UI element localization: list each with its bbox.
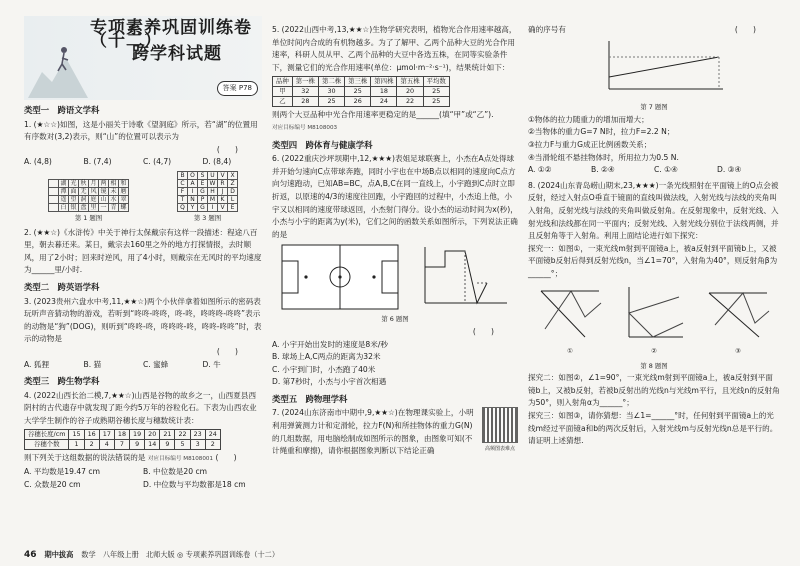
option: B. 球场上A,C两点的距离为32米 [272,352,381,362]
table-cell: 平均数 [423,77,449,87]
table-cell: 22 [175,430,190,440]
grid-cell: J [218,187,228,195]
options-q1 [24,156,262,169]
grid-cell: B [178,171,188,179]
table-cell: 24 [371,97,397,107]
grid-cell: 潭 [60,187,67,195]
grid-cell: H [208,187,218,195]
question-6: 6. (2022重庆沙坪坝期中,12,★★★)表姐足球联赛上，小杰在A点处得球并开始匀速向C点带球奔跑，同时小宇也在中场B点以相同的速度向C点方向匀速跑动，已知AB=BC，点A,B,C在同一直线上，小宇跑到C点时立即折返，以原速的4/3的速度往回跑，小宇跑回的过程中，小杰追上他，小宇又以相同的速度带球返回，小杰射门得分。设小杰的运动时间为x(秒)，小杰与小宇的距离为y(米)，它们之间的函数关系如图所示，下列说法正确的是 [272,154,518,239]
page-footer [24,550,279,560]
figure-label: ② [651,347,657,356]
option: C. (4,7) [143,157,172,167]
grid-cell: Q [178,203,188,211]
question-5-tail: 则两个大豆品种中光合作用速率更稳定的是______(填“甲”或“乙”). [272,110,494,120]
climber-illustration [28,38,88,98]
statement: ②当物体的重力G=7 N时，拉力F=2.2 N； [528,127,675,137]
option: D. 中位数与平均数都是18 cm [143,479,246,489]
option: B. 猫 [83,359,102,369]
option: C. 小宇到门时，小杰跑了40米 [272,364,376,374]
table-cell: 9 [130,440,145,450]
grid-cell [49,187,59,195]
table-row [273,87,450,97]
grid-cell: D [228,187,238,195]
table-cell: 25 [345,87,371,97]
grid-cell: U [208,171,218,179]
table-cell: 第一株 [292,77,318,87]
poem-grid [48,179,129,212]
grid-cell: Z [228,179,238,187]
grid-cell: M [208,195,218,203]
target-code-note: 对应目标编号 M8108003 [272,124,338,131]
grid-cell: 镜 [100,187,107,195]
table-cell: 21 [160,430,175,440]
table-cell: 17 [99,430,114,440]
table-cell: 2 [205,440,220,450]
figure-1-caption: 第 1 题图 [74,213,103,222]
table-cell: 16 [84,430,99,440]
grid-cell: 银 [70,203,77,211]
distance-time-graph [415,243,511,311]
grid-cell: N [188,195,198,203]
millet-table [24,429,221,450]
grid-cell: S [198,171,208,179]
grid-cell: E [228,203,238,211]
grid-cell [49,195,59,203]
table-cell: 甲 [273,87,293,97]
figure-6 [272,243,518,311]
figure-3 [177,171,238,225]
grid-cell: V [218,171,228,179]
explore-2: 探究二：如图②，∠1=90°，一束光线m射到平面镜a上，被a反射到平面镜b上，又被b反射，若被b反射出的光线n与光线m平行，且光线n的反射角为50°，则入射角α为______°； [528,373,780,408]
grid-cell: 螺 [120,203,127,211]
table-cell: 25 [423,87,449,97]
grid-cell: F [178,187,188,195]
table-cell: 18 [114,430,129,440]
figure-6-caption: 第 6 题图 [381,315,409,324]
table-cell: 30 [318,87,344,97]
grid-row [178,187,238,195]
section-heading-4: 类型四 跨体育与健康学科 [272,139,373,150]
column-middle [272,0,518,538]
statement: ③拉力F与重力G成正比例函数关系； [528,139,652,149]
option: A. (4,8) [24,157,52,167]
section-heading-5: 类型五 跨物理学科 [272,393,348,404]
table-cell: 谷穗个数 [25,440,69,450]
grid-cell: G [198,203,208,211]
grid-cell: 磨 [120,187,127,195]
answer-paren-3: ( ) [216,346,238,356]
grid-cell: 湖 [60,179,67,187]
grid-row [178,179,238,187]
table-cell: 2 [84,440,99,450]
question-7-tail [528,24,780,37]
q7-tail-text: 确的序号有 [528,25,566,34]
table-row [25,430,221,440]
table-cell: 20 [397,87,423,97]
option: D. (8,4) [202,157,232,167]
question-7-block [272,407,518,457]
figure-1 [48,179,129,225]
grid-row [178,203,238,211]
option: D. ③④ [717,165,742,175]
figure-7 [528,37,780,114]
table-cell: 25 [423,97,449,107]
grid-cell: P [198,195,208,203]
options-q7 [528,164,780,177]
figure-label: ① [567,347,573,356]
target-code-note: 对应目标编号 M8108001 [147,456,214,463]
explore-3: 探究三：如图③，请你猜想：当∠1=______°时，任何射到平面镜a上的光线m经过平面镜a和b的两次反射后，入射光线m与反射光线n总是平行的。请证明上述猜想. [528,411,778,446]
table-cell: 24 [205,430,220,440]
table-row [273,77,450,87]
grid-row [49,195,129,203]
grid-cell: 盘 [80,203,87,211]
title-line2: 跨学科试题 [132,44,222,64]
figure-label: ③ [735,347,741,356]
figures-row-1 [24,171,262,225]
table-cell: 品种 [273,77,293,87]
mirror-diagram-2 [619,283,689,358]
brand-label: 期中拔高 [44,550,74,559]
mirror-sketch-3 [703,283,773,341]
option: D. 牛 [202,359,221,369]
grid-cell: I [188,187,198,195]
grid-cell: 和 [120,179,127,187]
soccer-field-diagram [280,243,400,311]
table-row [25,440,221,450]
options-q6 [272,339,518,389]
grid-cell: G [198,187,208,195]
explore-1: 探究一：如图①，一束光线m射到平面镜a上，被a反射到平面镜b上，又被平面镜b反射后得到反射光线n，当∠1=70°，入射角为40°，则反射角β为______°； [528,243,778,278]
table-cell: 20 [145,430,160,440]
mirror-diagram-1 [535,283,605,358]
table-cell: 第五株 [397,77,423,87]
table-cell: 4 [99,440,114,450]
grid-cell: 翠 [120,195,127,203]
table-cell: 32 [292,87,318,97]
table-cell: 谷穗长度/cm [25,430,69,440]
question-8: 8. (2024山东青岛崂山期末,23,★★★)一条光线照射在平面镜上的O点会被反射，经过入射点O垂直于镜面的直线叫做法线，入射光线与法线的夹角叫入射角，反射光线与法线的夹角叫做反射角。在反射现象中，反射光线、入射光线和法线都在同一平面内；反射光线、入射光线分别位于法线两侧，并且反射角等于入射角。利用上面结论进行如下探究： [528,180,779,241]
column-left [24,0,262,538]
grid-cell: 遥 [60,195,67,203]
option: A. ①② [528,165,552,175]
table-cell: 28 [292,97,318,107]
qr-caption: 高频图表难点 [484,446,515,453]
figure-8 [528,283,780,358]
qr-code[interactable] [482,407,518,443]
options-q3 [24,359,262,372]
grid-cell: C [178,179,188,187]
statement: ④当滑轮组不悬挂物体时，所用拉力为0.5 N. [528,152,679,162]
table-cell: 22 [397,97,423,107]
table-cell: 3 [190,440,205,450]
grid-cell [49,179,59,187]
grid-cell: 相 [110,179,117,187]
answer-paren-7: ( ) [734,25,756,34]
table-cell: 7 [114,440,129,450]
option: A. 狐狸 [24,359,50,369]
grid-cell: T [178,195,188,203]
section-heading-3: 类型三 跨生物学科 [24,376,100,387]
grid-cell: 两 [100,179,107,187]
grid-cell: X [228,171,238,179]
table-cell: 23 [190,430,205,440]
statement: ①物体的拉力随重力的增加而增大； [528,114,649,124]
mirror-diagram-3 [703,283,773,358]
option: A. 小宇开始出发时的速度是8米/秒 [272,339,388,349]
grid-cell: L [228,195,238,203]
mirror-sketch-1 [535,283,605,341]
grid-cell: 里 [90,203,97,211]
cipher-grid [177,171,238,212]
figure-8-caption: 第 8 题图 [640,361,668,370]
grid-row [178,195,238,203]
force-weight-graph [579,37,729,97]
column-right [528,0,780,538]
table-cell: 5 [175,440,190,450]
grid-cell: 秋 [80,179,87,187]
grid-cell: O [188,171,198,179]
mirror-sketch-2 [619,283,689,341]
grid-cell: W [208,179,218,187]
table-cell: 9 [160,440,175,450]
grid-cell: A [188,179,198,187]
grid-cell: 水 [110,195,117,203]
table-cell: 15 [69,430,84,440]
grid-cell: 山 [100,195,107,203]
title-banner [24,16,262,100]
option: D. 第7秒时，小杰与小宇首次相遇 [272,377,387,387]
question-3: 3. (2023贵州六盘水中考,11,★★☆)两个小伙伴拿着如图所示的密码表玩听声音猜动物的游戏，若听到“咚咚-咚咚，咚-咚，咚咚咚-咚咚”表示的动物是“狗”(DOG)，则听到“咚咚-咚，咚咚咚-咚，咚咚-咚咚”时，表示的动物是 [24,296,262,344]
soybean-table [272,76,450,107]
grid-cell: 月 [90,179,97,187]
grid-row [49,203,129,211]
question-5: 5. (2022山西中考,13,★★☆)生物学研究表明，植物光合作用速率越高，单位时间内合成的有机物越多。为了了解甲、乙两个品种大豆的光合作用速率，科研人员从甲、乙两个品种的大豆中各选五株，在同等实验条件下，测量它们的光合作用速率(单位：μmol·m⁻²·s⁻¹)，结果统计如下： [272,25,517,72]
answer-paren-1: ( ) [216,144,238,154]
section-heading-2: 类型二 跨英语学科 [24,281,100,292]
grid-cell [49,203,59,211]
grid-cell: 无 [80,187,87,195]
answer-page-badge: 答案 P78 [217,81,258,96]
q4-tail-text: 则下列关于这组数据的说法错误的是 [24,453,146,463]
grid-cell: R [218,179,228,187]
table-cell: 乙 [273,97,293,107]
grid-cell: 面 [70,187,77,195]
grid-cell: 望 [70,195,77,203]
figure-3-caption: 第 3 题图 [193,213,222,222]
table-cell: 26 [345,97,371,107]
table-cell: 第二株 [318,77,344,87]
table-cell: 第三株 [345,77,371,87]
figure-7-caption: 第 7 题图 [640,103,668,112]
answer-paren-6: ( ) [472,326,494,336]
option: B. (7,4) [83,157,112,167]
question-4: 4. (2022山西长治二模,7,★★☆)山西是谷物的故乡之一，山西夏县西阴村的古代遗存中就发现了距今约5万年的谷粒化石。下表为山西农业大学学生制作的谷子成熟期谷穗长度与穗数统计表： [24,390,257,425]
option: A. 平均数是19.47 cm [24,467,100,477]
table-cell: 第四株 [371,77,397,87]
grid-cell: 风 [90,187,97,195]
grid-cell: 未 [110,187,117,195]
question-4-tail [24,452,262,466]
page-number: 46 [24,550,37,560]
option: B. ②④ [591,165,615,175]
table-cell: 18 [371,87,397,97]
footer-text: 数学 八年级上册 北师大版 ◎ 专项素养巩固训练卷（十二） [81,550,280,559]
table-cell: 14 [145,440,160,450]
question-7: 7. (2024山东济南市中期中,9,★★☆)在物理课实验上，小明利用弹簧测力计和定滑轮，拉力F(N)和所挂物体的重力G(N)的几组数据，用电脑绘制成如图所示的图象，由图象可知(不计绳重和摩擦)，请你根据图象判断以下结论正确 [272,408,474,456]
grid-row [49,187,129,195]
grid-cell: 一 [100,203,107,211]
grid-cell: Y [188,203,198,211]
question-2: 2. (★★☆)《水浒传》中关于神行太保戴宗有这样一段描述：程途八百里，朝去暮还来。某日，戴宗去160里之外的地方打探情报，去时顺风，用了2小时；回来时逆风，用了4小时，则戴宗在无风时的平均速度为______里/小时. [24,227,262,275]
grid-row [49,179,129,187]
answer-paren-4: ( ) [215,453,237,463]
grid-cell: I [208,203,218,211]
options-q4 [24,466,262,491]
title-line1: 专项素养巩固训练卷（十二） [90,18,252,51]
option: C. 众数是20 cm [24,479,81,489]
option: B. 中位数是20 cm [143,467,208,477]
option: C. ①④ [654,165,678,175]
grid-cell: 洞 [80,195,87,203]
section-heading-1: 类型一 跨语文学科 [24,105,100,115]
grid-row [178,171,238,179]
grid-cell: 青 [110,203,117,211]
grid-cell: K [218,195,228,203]
grid-cell: 白 [60,203,67,211]
question-1: 1. (★☆☆)如图，这是小丽关于诗歌《望洞庭》所示，若“湖”的位置用有序数对(3,2)表示，则“山”的位置可以表示为 [24,119,258,142]
table-cell: 25 [318,97,344,107]
grid-cell: E [198,179,208,187]
table-cell: 1 [69,440,84,450]
option: C. 蜜蜂 [143,359,169,369]
table-cell: 19 [130,430,145,440]
grid-cell: 光 [70,179,77,187]
table-row [273,97,450,107]
grid-cell: V [218,203,228,211]
grid-cell: 庭 [90,195,97,203]
